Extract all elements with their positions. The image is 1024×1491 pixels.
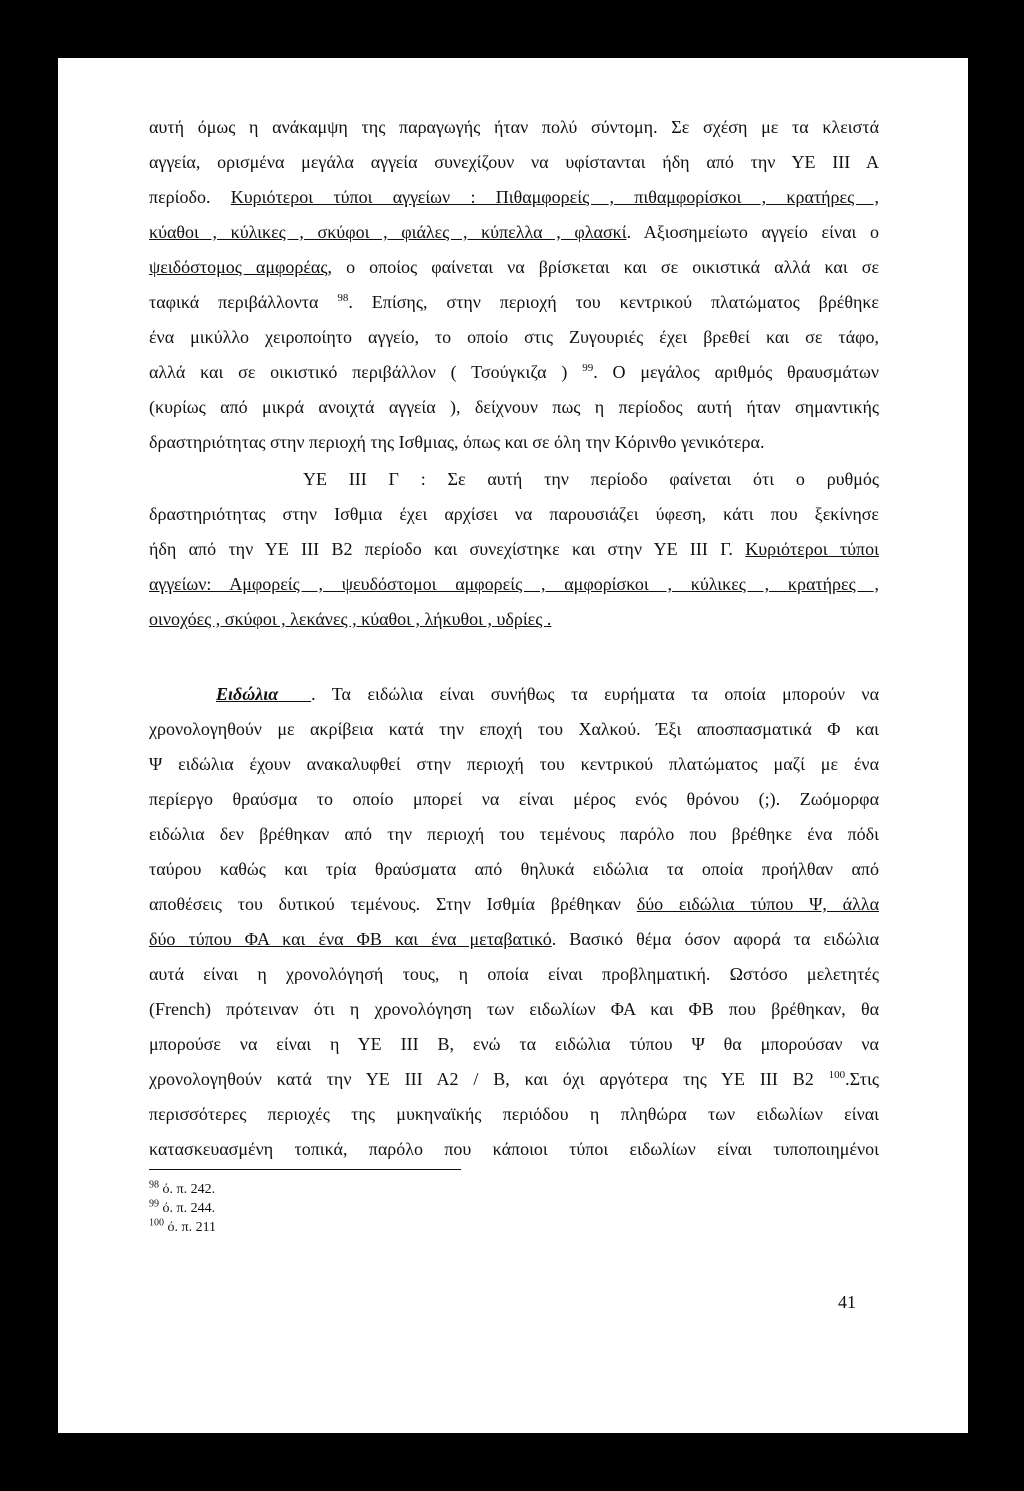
footnote-separator <box>149 1169 461 1170</box>
text-line: ήδη από την ΥΕ ΙΙΙ Β2 περίοδο και συνεχίστηκε και στην ΥΕ ΙΙΙ Γ. Κυριότεροι τύποι <box>149 539 879 559</box>
text-line: περίοδο. Κυριότεροι τύποι αγγείων : Πιθαμφορείς , πιθαμφορίσκοι , κρατήρες , <box>149 187 879 207</box>
footnote-ref: 99 <box>582 362 594 374</box>
text-line: χρονολογηθούν κατά την ΥΕ ΙΙΙ Α2 / Β, και όχι αργότερα της ΥΕ ΙΙΙ Β2 $^{100}$.Στις <box>149 1069 880 1089</box>
text-line: αλλά και σε οικιστικό περιβάλλον ( Τσούγκιζα ) $^{99}$. Ο μεγάλος αριθμός θραυσμάτων <box>149 362 879 382</box>
text-line: ένα μικύλλο χειροποίητο αγγείο, το οποίο στις Ζυγουριές έχει βρεθεί και σε τάφο, <box>149 327 879 347</box>
footnote-ref: 100 <box>828 1069 846 1081</box>
text-line: αγγεία, ορισμένα μεγάλα αγγεία συνεχίζουν να υφίστανται ήδη από την ΥΕ ΙΙΙ Α <box>149 152 879 172</box>
text-line: οινοχόες , σκύφοι , λεκάνες , κύαθοι , λήκυθοι , υδρίες . <box>149 609 552 629</box>
footnote: $^{100}$ ό. π. 211 <box>149 1217 217 1235</box>
text-line: ειδώλια δεν βρέθηκαν από την περιοχή του τεμένους παρόλο που βρέθηκε ένα πόδι <box>149 824 879 844</box>
text-line: (French) πρότειναν ότι η χρονολόγηση των ειδωλίων ΦΑ και ΦΒ που βρέθηκαν, θα <box>149 999 879 1019</box>
text-line: ψειδόστομος αμφορέας, ο οποίος φαίνεται να βρίσκεται και σε οικιστικά αλλά και σε <box>149 257 880 277</box>
text-line: Ειδώλια . Τα ειδώλια είναι συνήθως τα ευρήματα τα οποία μπορούν να <box>216 684 880 704</box>
text-line: δραστηριότητας στην περιοχή της Ισθμιας, όπως και σε όλη την Κόρινθο γενικότερα. <box>149 432 765 452</box>
footnote: $^{99}$ ό. π. 244. <box>149 1198 216 1216</box>
page-number: 41 <box>838 1292 856 1312</box>
text-line: Ψ ειδώλια έχουν ανακαλυφθεί στην περιοχή του κεντρικού πλατώματος μαζί με ένα <box>149 754 879 774</box>
text-line: ταύρου καθώς και τρία θραύσματα από θηλυκά ειδώλια τα οποία προήλθαν από <box>149 859 879 879</box>
text-line: (κυρίως από μικρά ανοιχτά αγγεία ), δείχνουν πως η περίοδος αυτή ήταν σημαντικής <box>149 397 879 417</box>
text-line: μπορούσε να είναι η ΥΕ ΙΙΙ Β, ενώ τα ειδώλια τύπου Ψ θα μπορούσαν να <box>149 1034 879 1054</box>
text-line: δραστηριότητας στην Ισθμια έχει αρχίσει να παρουσιάζει ύφεση, κάτι που ξεκίνησε <box>149 504 879 524</box>
text-line: χρονολογηθούν με ακρίβεια κατά την εποχή του Χαλκού. Έξι αποσπασματικά Φ και <box>149 719 879 739</box>
document-page <box>58 58 968 1433</box>
section-heading: Ειδώλια <box>216 684 279 704</box>
text-line: αυτά είναι η χρονολόγησή τους, η οποία είναι προβληματική. Ωστόσο μελετητές <box>149 964 879 984</box>
footnote-ref: 98 <box>337 292 349 304</box>
text-line: αυτή όμως η ανάκαμψη της παραγωγής ήταν πολύ σύντομη. Σε σχέση με τα κλειστά <box>149 117 879 137</box>
text-line: περίεργο θραύσμα το οποίο μπορεί να είναι μέρος ενός θρόνου (;). Ζωόμορφα <box>149 789 879 809</box>
text-line: αποθέσεις του δυτικού τεμένους. Στην Ισθμία βρέθηκαν δύο ειδώλια τύπου Ψ, άλλα <box>149 894 880 914</box>
text-line: κατασκευασμένη τοπικά, παρόλο που κάποιοι τύποι ειδωλίων είναι τυποποιημένοι <box>149 1139 879 1159</box>
text-line: ταφικά περιβάλλοντα $^{98}$. Επίσης, στην περιοχή του κεντρικού πλατώματος βρέθηκε <box>149 292 879 312</box>
text-line: δύο τύπου ΦΑ και ένα ΦΒ και ένα μεταβατικό. Βασικό θέμα όσον αφορά τα ειδώλια <box>149 929 880 949</box>
text-line: κύαθοι , κύλικες , σκύφοι , φιάλες , κύπελλα , φλασκί. Αξιοσημείωτο αγγείο είναι ο <box>149 222 879 242</box>
text-line: περισσότερες περιοχές της μυκηναϊκής περιόδου η πληθώρα των ειδωλίων είναι <box>149 1104 879 1124</box>
text-line: αγγείων: Αμφορείς , ψευδόστομοι αμφορείς , αμφορίσκοι , κύλικες , κρατήρες , <box>149 574 879 594</box>
footnote: $^{98}$ ό. π. 242. <box>149 1179 216 1197</box>
text-line: ΥΕ ΙΙΙ Γ : Σε αυτή την περίοδο φαίνεται ότι ο ρυθμός <box>303 469 879 489</box>
